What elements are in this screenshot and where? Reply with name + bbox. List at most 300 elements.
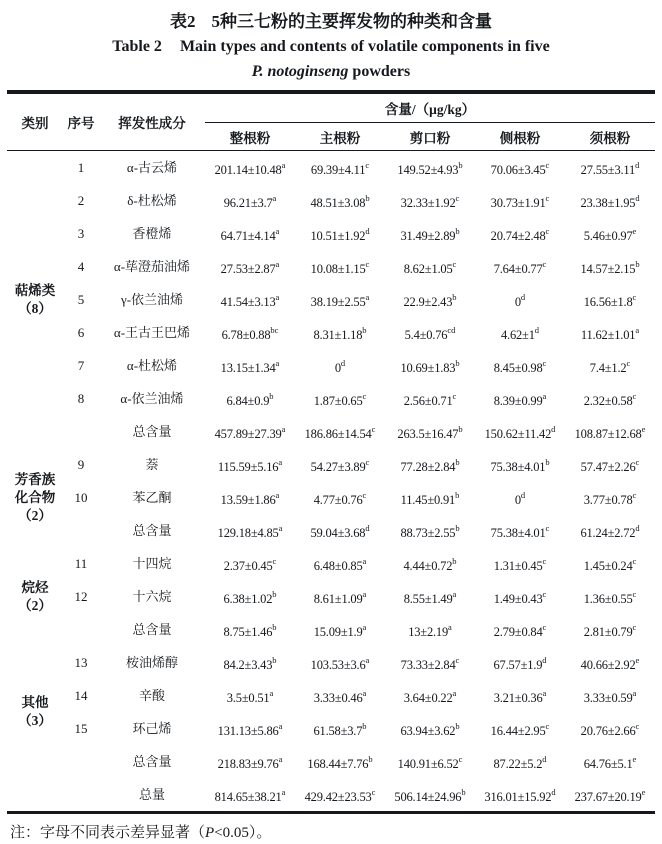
category-label-line: 萜烯类 bbox=[14, 282, 56, 298]
significance-letter: d bbox=[635, 523, 640, 533]
category-label-line: 化合物 bbox=[14, 489, 56, 505]
significance-letter: a bbox=[635, 325, 640, 335]
value-text: 61.58±3.7 bbox=[313, 724, 363, 738]
row-number-cell bbox=[63, 514, 99, 547]
value-text: 1.45±0.24 bbox=[583, 559, 633, 573]
value-cell bbox=[295, 646, 385, 679]
compound-name-cell: 苯乙酮 bbox=[132, 489, 172, 505]
value-cell bbox=[475, 217, 565, 250]
value-cell bbox=[205, 778, 295, 813]
significance-letter: a bbox=[281, 160, 286, 170]
value-text: 31.49±2.89 bbox=[400, 229, 456, 243]
significance-letter: c bbox=[632, 556, 637, 566]
value-text: 6.38±1.02 bbox=[223, 592, 273, 606]
compound-name-cell: α-王古王巴烯 bbox=[113, 324, 191, 340]
significance-letter: e bbox=[635, 655, 640, 665]
value-text: 0 bbox=[514, 295, 521, 309]
significance-letter: a bbox=[542, 391, 547, 401]
significance-letter: a bbox=[281, 787, 286, 797]
header-row-1 bbox=[7, 92, 655, 123]
significance-letter: c bbox=[545, 193, 550, 203]
value-text: 201.14±10.48 bbox=[214, 163, 282, 177]
value-cell bbox=[205, 646, 295, 679]
value-text: 48.51±3.08 bbox=[310, 196, 366, 210]
significance-letter: d bbox=[520, 490, 526, 500]
value-text: 32.33±1.92 bbox=[400, 196, 456, 210]
value-cell bbox=[565, 250, 655, 283]
significance-letter: a bbox=[452, 688, 457, 698]
significance-letter: c bbox=[371, 787, 376, 797]
value-cell bbox=[205, 448, 295, 481]
value-cell bbox=[565, 712, 655, 745]
significance-letter: a bbox=[448, 622, 452, 632]
value-cell bbox=[385, 646, 475, 679]
value-text: 149.52±4.93 bbox=[397, 163, 459, 177]
category-label-line: （2） bbox=[18, 507, 52, 523]
significance-letter: c bbox=[365, 160, 370, 170]
value-cell bbox=[295, 283, 385, 316]
significance-letter: c bbox=[371, 424, 376, 434]
value-cell bbox=[565, 481, 655, 514]
significance-letter: b bbox=[455, 226, 460, 236]
compound-name-cell: 香橙烯 bbox=[132, 225, 172, 241]
value-cell bbox=[295, 712, 385, 745]
compound-name-cell: 总含量 bbox=[132, 522, 172, 538]
value-text: 73.33±2.84 bbox=[400, 658, 456, 672]
header-sample-lateral-root: 侧根粉 bbox=[475, 123, 565, 151]
value-text: 13.59±1.86 bbox=[220, 493, 276, 507]
value-text: 64.76±5.1 bbox=[583, 757, 633, 771]
value-text: 57.47±2.26 bbox=[580, 460, 636, 474]
value-text: 13.15±1.34 bbox=[220, 361, 276, 375]
value-text: 3.33±0.59 bbox=[583, 691, 633, 705]
value-cell bbox=[205, 217, 295, 250]
value-cell bbox=[295, 481, 385, 514]
significance-letter: a bbox=[278, 523, 283, 533]
value-text: 59.04±3.68 bbox=[310, 526, 366, 540]
significance-letter: c bbox=[272, 556, 277, 566]
table-row bbox=[7, 151, 655, 185]
value-cell bbox=[385, 613, 475, 646]
row-number-cell: 8 bbox=[77, 390, 85, 406]
table-row bbox=[7, 184, 655, 217]
header-sample-whole-root: 整根粉 bbox=[205, 123, 295, 151]
header-content-group: 含量/（μg/kg） bbox=[205, 92, 655, 123]
value-cell bbox=[475, 547, 565, 580]
significance-letter: e bbox=[632, 754, 637, 764]
value-cell bbox=[565, 415, 655, 448]
value-text: 1.87±0.65 bbox=[313, 394, 363, 408]
significance-letter: c bbox=[455, 655, 460, 665]
value-cell bbox=[385, 217, 475, 250]
value-text: 3.33±0.46 bbox=[313, 691, 363, 705]
table-title-en-rest: powders bbox=[348, 63, 411, 80]
value-cell bbox=[295, 448, 385, 481]
value-text: 8.61±1.09 bbox=[313, 592, 363, 606]
category-cell bbox=[7, 646, 63, 778]
table-title-zh bbox=[7, 10, 655, 34]
category-cell bbox=[7, 448, 63, 547]
value-cell bbox=[385, 547, 475, 580]
row-number-cell: 1 bbox=[77, 159, 85, 175]
significance-letter: c bbox=[632, 292, 637, 302]
significance-letter: d bbox=[542, 655, 547, 665]
significance-letter: c bbox=[452, 391, 457, 401]
significance-letter: c bbox=[542, 556, 547, 566]
value-text: 3.64±0.22 bbox=[403, 691, 453, 705]
value-cell bbox=[295, 316, 385, 349]
value-text: 429.42±23.53 bbox=[304, 790, 372, 804]
value-cell bbox=[205, 547, 295, 580]
row-number-cell: 15 bbox=[74, 720, 88, 736]
significance-letter: e bbox=[641, 424, 646, 434]
significance-letter: c bbox=[545, 160, 550, 170]
value-text: 129.18±4.85 bbox=[217, 526, 279, 540]
value-text: 13±2.19 bbox=[408, 625, 449, 639]
category-cell bbox=[7, 778, 63, 813]
header-sample-rhizome: 剪口粉 bbox=[385, 123, 475, 151]
value-cell bbox=[475, 349, 565, 382]
value-cell bbox=[295, 580, 385, 613]
value-cell bbox=[565, 514, 655, 547]
compound-name-cell: 十四烷 bbox=[132, 555, 172, 571]
row-number-cell: 4 bbox=[77, 258, 85, 274]
value-cell bbox=[205, 514, 295, 547]
value-cell bbox=[565, 184, 655, 217]
table-row bbox=[7, 448, 655, 481]
value-text: 6.48±0.85 bbox=[313, 559, 363, 573]
significance-letter: b bbox=[455, 358, 460, 368]
value-text: 23.38±1.95 bbox=[580, 196, 636, 210]
significance-letter: d bbox=[365, 226, 370, 236]
value-cell bbox=[475, 580, 565, 613]
value-cell bbox=[205, 580, 295, 613]
value-text: 168.44±7.76 bbox=[307, 757, 369, 771]
value-cell bbox=[385, 580, 475, 613]
significance-letter: b bbox=[365, 193, 370, 203]
value-text: 108.87±12.68 bbox=[574, 427, 642, 441]
value-cell bbox=[385, 316, 475, 349]
row-number-cell: 3 bbox=[77, 225, 85, 241]
significance-letter: d bbox=[551, 424, 556, 434]
header-category: 类别 bbox=[7, 92, 63, 151]
value-text: 7.64±0.77 bbox=[493, 262, 543, 276]
value-text: 11.45±0.91 bbox=[400, 493, 456, 507]
compound-name-cell: 总含量 bbox=[132, 621, 172, 637]
significance-letter: b bbox=[455, 523, 460, 533]
significance-letter: c bbox=[632, 622, 637, 632]
value-text: 54.27±3.89 bbox=[310, 460, 366, 474]
value-cell bbox=[565, 151, 655, 185]
significance-letter: d bbox=[365, 523, 370, 533]
value-cell bbox=[475, 745, 565, 778]
significance-letter: c bbox=[365, 457, 370, 467]
compound-name-cell: α-荜澄茄油烯 bbox=[113, 258, 191, 274]
subtotal-row bbox=[7, 745, 655, 778]
significance-letter: c bbox=[545, 226, 550, 236]
table-row bbox=[7, 712, 655, 745]
value-cell bbox=[565, 613, 655, 646]
row-number-cell: 14 bbox=[74, 687, 88, 703]
significance-letter: b bbox=[455, 457, 460, 467]
value-cell bbox=[475, 151, 565, 185]
significance-letter: a bbox=[542, 688, 547, 698]
value-cell bbox=[295, 184, 385, 217]
value-text: 75.38±4.01 bbox=[490, 526, 546, 540]
table-row bbox=[7, 349, 655, 382]
significance-letter: b bbox=[362, 325, 367, 335]
value-cell bbox=[295, 349, 385, 382]
significance-letter: d bbox=[534, 325, 540, 335]
value-text: 814.65±38.21 bbox=[214, 790, 282, 804]
value-cell bbox=[205, 250, 295, 283]
grand-total-row bbox=[7, 778, 655, 813]
footnote-text: 注：字母不同表示差异显著（ bbox=[10, 825, 206, 841]
value-text: 8.45±0.98 bbox=[493, 361, 543, 375]
value-text: 131.13±5.86 bbox=[217, 724, 279, 738]
value-cell bbox=[295, 382, 385, 415]
significance-letter: b bbox=[452, 556, 457, 566]
value-text: 63.94±3.62 bbox=[400, 724, 456, 738]
value-cell bbox=[385, 448, 475, 481]
significance-letter: b bbox=[458, 424, 463, 434]
value-text: 69.39±4.11 bbox=[310, 163, 366, 177]
significance-letter: b bbox=[362, 721, 367, 731]
significance-letter: b bbox=[461, 787, 466, 797]
compound-name-cell: 辛酸 bbox=[138, 687, 165, 703]
header-no: 序号 bbox=[63, 92, 99, 151]
significance-letter: c bbox=[626, 358, 631, 368]
subtotal-row bbox=[7, 514, 655, 547]
value-cell bbox=[565, 217, 655, 250]
value-cell bbox=[295, 415, 385, 448]
category-label-line: 芳香族 bbox=[14, 471, 56, 487]
row-number-cell: 9 bbox=[77, 456, 85, 472]
significance-letter: a bbox=[362, 622, 367, 632]
value-text: 4.62±1 bbox=[500, 328, 535, 342]
significance-letter: a bbox=[275, 490, 280, 500]
table-row bbox=[7, 580, 655, 613]
value-text: 38.19±2.55 bbox=[310, 295, 366, 309]
significance-letter: a bbox=[278, 721, 283, 731]
row-number-cell: 2 bbox=[77, 192, 85, 208]
significance-letter: a bbox=[275, 259, 280, 269]
header-component: 挥发性成分 bbox=[99, 92, 205, 151]
value-text: 237.67±20.19 bbox=[574, 790, 642, 804]
compound-name-cell: α-依兰油烯 bbox=[120, 390, 184, 406]
significance-letter: cd bbox=[447, 325, 456, 335]
value-text: 41.54±3.13 bbox=[220, 295, 276, 309]
significance-letter: c bbox=[455, 193, 460, 203]
value-cell bbox=[295, 217, 385, 250]
value-text: 22.9±2.43 bbox=[403, 295, 453, 309]
value-cell bbox=[205, 316, 295, 349]
significance-letter: b bbox=[635, 259, 640, 269]
significance-letter: e bbox=[641, 787, 646, 797]
value-text: 2.79±0.84 bbox=[493, 625, 543, 639]
value-text: 3.77±0.78 bbox=[583, 493, 633, 507]
value-cell bbox=[205, 151, 295, 185]
compound-name-cell: 总量 bbox=[138, 786, 165, 802]
significance-letter: a bbox=[365, 292, 370, 302]
value-text: 6.78±0.88 bbox=[221, 328, 271, 342]
row-number-cell bbox=[63, 745, 99, 778]
compound-name-cell: γ-依兰油烯 bbox=[120, 291, 184, 307]
header-sample-main-root: 主根粉 bbox=[295, 123, 385, 151]
value-text: 64.71±4.14 bbox=[220, 229, 276, 243]
value-text: 16.44±2.95 bbox=[490, 724, 546, 738]
value-text: 140.91±6.52 bbox=[397, 757, 459, 771]
category-label-line: （2） bbox=[18, 597, 52, 613]
value-text: 0 bbox=[514, 493, 521, 507]
value-cell bbox=[205, 481, 295, 514]
value-cell bbox=[565, 547, 655, 580]
value-text: 1.49±0.43 bbox=[493, 592, 543, 606]
value-text: 506.14±24.96 bbox=[394, 790, 462, 804]
table-row bbox=[7, 316, 655, 349]
value-cell bbox=[385, 283, 475, 316]
value-text: 150.62±11.42 bbox=[484, 427, 552, 441]
value-text: 88.73±2.55 bbox=[400, 526, 456, 540]
value-text: 8.31±1.18 bbox=[313, 328, 363, 342]
table-row bbox=[7, 382, 655, 415]
value-text: 15.09±1.9 bbox=[313, 625, 363, 639]
value-cell bbox=[385, 250, 475, 283]
table-row bbox=[7, 481, 655, 514]
row-number-cell: 11 bbox=[74, 555, 88, 571]
value-text: 8.39±0.99 bbox=[493, 394, 543, 408]
value-text: 0 bbox=[334, 361, 341, 375]
significance-letter: c bbox=[632, 391, 637, 401]
value-cell bbox=[475, 448, 565, 481]
value-cell bbox=[295, 514, 385, 547]
value-cell bbox=[475, 415, 565, 448]
significance-letter: a bbox=[269, 688, 274, 698]
value-cell bbox=[205, 613, 295, 646]
table-title-en-line2 bbox=[7, 60, 655, 84]
value-text: 2.56±0.71 bbox=[403, 394, 453, 408]
value-cell bbox=[205, 745, 295, 778]
value-text: 10.08±1.15 bbox=[310, 262, 366, 276]
significance-letter: c bbox=[365, 259, 370, 269]
value-text: 77.28±2.84 bbox=[400, 460, 456, 474]
significance-letter: b bbox=[545, 457, 550, 467]
significance-letter: a bbox=[281, 424, 286, 434]
significance-letter: b bbox=[452, 292, 457, 302]
value-text: 61.24±2.72 bbox=[580, 526, 636, 540]
significance-letter: b bbox=[458, 160, 463, 170]
value-text: 457.89±27.39 bbox=[214, 427, 282, 441]
value-cell bbox=[565, 349, 655, 382]
significance-letter: c bbox=[545, 721, 550, 731]
table-footnote bbox=[10, 822, 655, 844]
value-text: 218.83±9.76 bbox=[217, 757, 279, 771]
value-cell bbox=[475, 679, 565, 712]
value-cell bbox=[565, 778, 655, 813]
value-text: 316.01±15.92 bbox=[484, 790, 552, 804]
significance-letter: a bbox=[452, 589, 457, 599]
significance-letter: a bbox=[275, 226, 280, 236]
significance-letter: b bbox=[455, 721, 460, 731]
value-text: 84.2±3.43 bbox=[223, 658, 273, 672]
compound-name-cell: 总含量 bbox=[132, 753, 172, 769]
significance-letter: d bbox=[551, 787, 556, 797]
row-number-cell: 10 bbox=[74, 489, 88, 505]
value-cell bbox=[475, 712, 565, 745]
value-text: 2.32±0.58 bbox=[583, 394, 633, 408]
value-cell bbox=[565, 679, 655, 712]
value-text: 70.06±3.45 bbox=[490, 163, 546, 177]
value-text: 67.57±1.9 bbox=[493, 658, 543, 672]
table-title-zh-label: 表2 bbox=[170, 12, 196, 31]
row-number-cell: 5 bbox=[77, 291, 85, 307]
value-cell bbox=[475, 778, 565, 813]
significance-letter: b bbox=[272, 622, 277, 632]
value-cell bbox=[295, 613, 385, 646]
significance-letter: a bbox=[365, 655, 370, 665]
value-cell bbox=[295, 778, 385, 813]
value-text: 103.53±3.6 bbox=[310, 658, 366, 672]
value-text: 14.57±2.15 bbox=[580, 262, 636, 276]
significance-letter: e bbox=[632, 226, 637, 236]
value-text: 20.76±2.66 bbox=[580, 724, 636, 738]
value-cell bbox=[295, 547, 385, 580]
value-cell bbox=[205, 415, 295, 448]
significance-letter: c bbox=[362, 391, 367, 401]
value-cell bbox=[205, 184, 295, 217]
table-row bbox=[7, 250, 655, 283]
value-text: 4.77±0.76 bbox=[313, 493, 363, 507]
value-cell bbox=[295, 250, 385, 283]
table-title-zh-text: 5种三七粉的主要挥发物的种类和含量 bbox=[211, 12, 492, 31]
value-cell bbox=[475, 481, 565, 514]
value-text: 96.21±3.7 bbox=[223, 196, 273, 210]
significance-letter: c bbox=[542, 259, 547, 269]
significance-letter: c bbox=[452, 259, 457, 269]
significance-letter: c bbox=[542, 589, 547, 599]
compound-name-cell: 萘 bbox=[145, 456, 159, 472]
compound-name-cell: α-杜松烯 bbox=[126, 357, 178, 373]
significance-letter: a bbox=[275, 358, 280, 368]
value-cell bbox=[205, 712, 295, 745]
value-text: 10.51±1.92 bbox=[310, 229, 366, 243]
category-label-line: （8） bbox=[18, 300, 52, 316]
table-row bbox=[7, 283, 655, 316]
value-text: 186.86±14.54 bbox=[304, 427, 372, 441]
value-cell bbox=[385, 712, 475, 745]
value-text: 27.55±3.11 bbox=[580, 163, 636, 177]
row-number-cell: 7 bbox=[77, 357, 85, 373]
significance-letter: b bbox=[272, 589, 277, 599]
value-cell bbox=[385, 184, 475, 217]
value-text: 2.37±0.45 bbox=[223, 559, 273, 573]
value-text: 27.53±2.87 bbox=[220, 262, 276, 276]
value-cell bbox=[385, 151, 475, 185]
category-cell bbox=[7, 151, 63, 449]
header-sample-fibrous-root: 须根粉 bbox=[565, 123, 655, 151]
value-text: 10.69±1.83 bbox=[400, 361, 456, 375]
value-text: 30.73±1.91 bbox=[490, 196, 546, 210]
significance-letter: d bbox=[520, 292, 526, 302]
value-text: 5.46±0.97 bbox=[583, 229, 633, 243]
significance-letter: b bbox=[368, 754, 373, 764]
footnote-p-symbol: P bbox=[205, 825, 215, 841]
table-row bbox=[7, 217, 655, 250]
significance-letter: c bbox=[635, 457, 640, 467]
significance-letter: a bbox=[278, 457, 283, 467]
species-name: P. notoginseng bbox=[251, 63, 349, 80]
significance-letter: a bbox=[278, 754, 283, 764]
